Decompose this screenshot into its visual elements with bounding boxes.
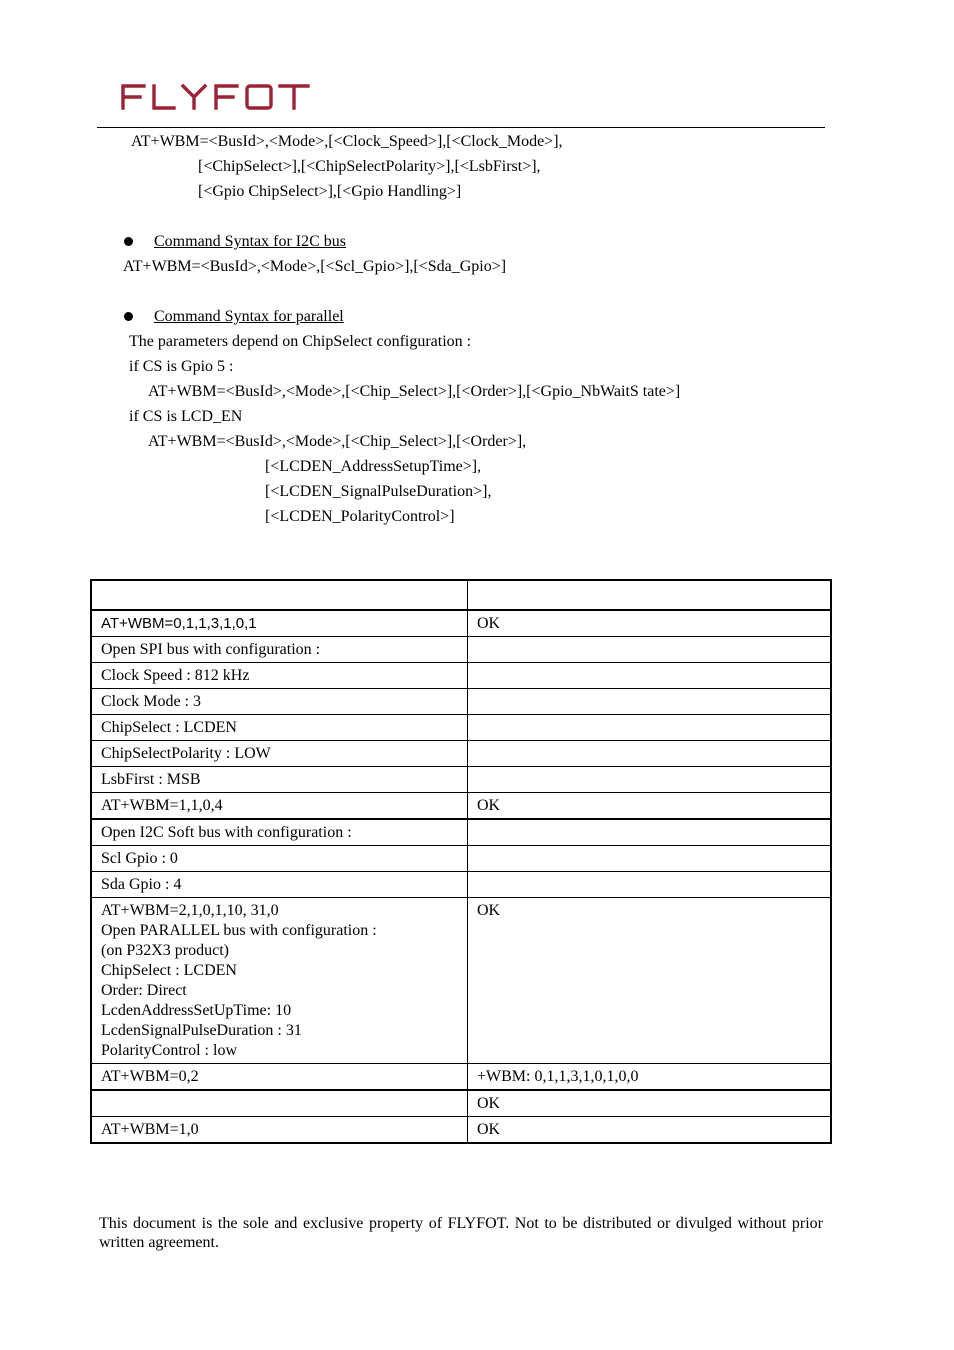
parallel-command-lcd-4: [<LCDEN_PolarityControl>] [265,508,455,525]
command-cell: AT+WBM=0,2 [91,1064,468,1091]
command-line: Open PARALLEL bus with configuration : [101,922,377,939]
parallel-command-lcd-2: [<LCDEN_AddressSetupTime>], [265,458,482,475]
command-line: (on P32X3 product) [101,942,229,959]
i2c-syntax-command: AT+WBM=<BusId>,<Mode>,[<Scl_Gpio>],[<Sda_Gpio>] [123,258,507,275]
logo-wordmark-icon [120,83,312,111]
response-cell: OK [468,1090,832,1117]
command-cell: Clock Speed : 812 kHz [91,663,468,689]
response-cell: +WBM: 0,1,1,3,1,0,1,0,0 [468,1064,832,1091]
table-row [91,846,831,872]
flyfot-logo [120,83,312,116]
response-cell: OK [468,793,832,820]
response-cell: OK [468,898,832,1064]
response-cell [468,741,832,767]
response-cell [468,846,832,872]
table-row [91,793,831,820]
parallel-cs-gpio: if CS is Gpio 5 : [129,358,234,375]
table-row [91,898,831,1064]
parallel-cs-lcd: if CS is LCD_EN [129,408,243,425]
response-cell [468,663,832,689]
command-line: AT+WBM=2,1,0,1,10, 31,0 [101,902,279,919]
table-row [91,767,831,793]
table-row [91,715,831,741]
command-cell: AT+WBM=1,1,0,4 [91,793,468,820]
response-cell [468,689,832,715]
response-cell [468,872,832,898]
bullet-icon [124,312,133,321]
command-cell: LsbFirst : MSB [91,767,468,793]
response-cell: OK [468,1117,832,1144]
command-cell: AT+WBM=1,0 [91,1117,468,1144]
command-line: LcdenAddressSetUpTime: 10 [101,1002,292,1019]
command-cell: Open I2C Soft bus with configuration : [91,819,468,846]
command-line: ChipSelect : LCDEN [101,962,237,979]
command-cell: ChipSelectPolarity : LOW [91,741,468,767]
response-cell [468,767,832,793]
spi-syntax-line-1: AT+WBM=<BusId>,<Mode>,[<Clock_Speed>],[<Clock_Mode>], [131,133,563,150]
parallel-intro: The parameters depend on ChipSelect configuration : [129,333,472,350]
table-row [91,1064,831,1091]
parallel-syntax-title: Command Syntax for parallel [154,308,344,325]
command-cell-multiline [91,898,468,1064]
footer-disclaimer: This document is the sole and exclusive property of FLYFOT. Not to be distributed or divulged without prior written agreement. [99,1215,823,1251]
table-row [91,872,831,898]
command-cell: AT+WBM=0,1,1,3,1,0,1 [91,611,468,637]
i2c-syntax-title: Command Syntax for I2C bus [154,233,346,250]
command-cell: Open SPI bus with configuration : [91,637,468,663]
table-row [91,611,831,637]
table-row [91,1090,831,1117]
header-rule [97,127,825,128]
table-row [91,1117,831,1144]
response-cell [468,819,832,846]
response-cell: OK [468,611,832,637]
command-cell: ChipSelect : LCDEN [91,715,468,741]
command-line: Order: Direct [101,982,187,999]
bullet-icon [124,237,133,246]
command-cell [91,1090,468,1117]
spi-syntax-line-3: [<Gpio ChipSelect>],[<Gpio Handling>] [198,183,462,200]
parallel-command-lcd-3: [<LCDEN_SignalPulseDuration>], [265,483,492,500]
parallel-command-lcd-1: AT+WBM=<BusId>,<Mode>,[<Chip_Select>],[<Order>], [148,433,527,450]
parallel-command-gpio: AT+WBM=<BusId>,<Mode>,[<Chip_Select>],[<Order>],[<Gpio_NbWaitS tate>] [148,383,681,400]
response-cell [468,637,832,663]
table-row [91,741,831,767]
command-cell: Scl Gpio : 0 [91,846,468,872]
command-line: LcdenSignalPulseDuration : 31 [101,1022,302,1039]
table-row [91,663,831,689]
command-line: PolarityControl : low [101,1042,237,1059]
command-table [90,610,832,1144]
table-row [91,637,831,663]
table-row [91,819,831,846]
table-row [91,689,831,715]
command-cell: Sda Gpio : 4 [91,872,468,898]
spi-syntax-line-2: [<ChipSelect>],[<ChipSelectPolarity>],[<LsbFirst>], [198,158,541,175]
table-header [90,579,832,610]
command-cell: Clock Mode : 3 [91,689,468,715]
response-cell [468,715,832,741]
